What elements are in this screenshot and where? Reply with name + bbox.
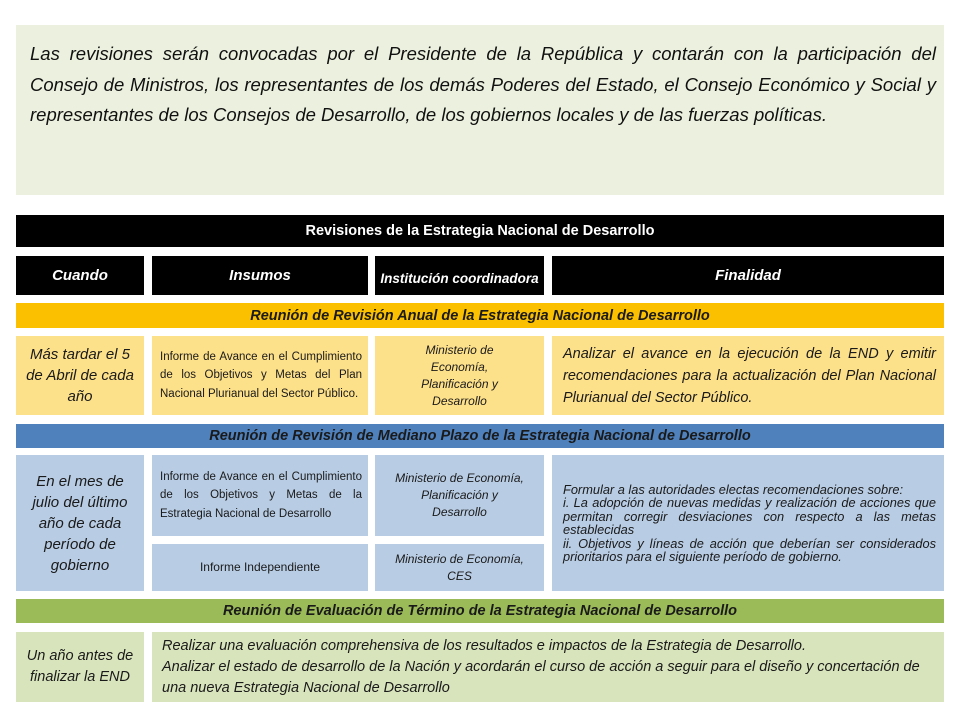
annual-cuando: Más tardar el 5 de Abril de cada año <box>16 336 144 415</box>
annual-institucion: Ministerio de Economía, Planificación y Desarrollo <box>375 336 544 415</box>
midterm-finalidad <box>552 455 944 591</box>
final-finalidad-line-2: Analizar el estado de desarrollo de la Nación y acordarán el curso de acción a seguir para el diseño y concertación de una nueva Estrategia Nacional de Desarrollo <box>162 658 920 696</box>
midterm-finalidad-item-ii: ii. Objetivos y líneas de acción que deberían ser considerados prioritarios para el siguiente período de gobierno. <box>563 535 936 564</box>
midterm-insumos-informe-independiente: Informe Independiente <box>152 544 368 591</box>
header-finalidad: Finalidad <box>552 256 944 295</box>
final-cuando: Un año antes de finalizar la END <box>16 632 144 702</box>
midterm-cuando: En el mes de julio del último año de cada período de gobierno <box>16 455 144 591</box>
section-final-title: Reunión de Evaluación de Término de la Estrategia Nacional de Desarrollo <box>16 599 944 623</box>
intro-paragraph: Las revisiones serán convocadas por el Presidente de la República y contarán con la participación del Consejo de Ministros, los representantes de los demás Poderes del Estado, el Consejo Económico y Social y representantes de los Consejos de Desarrollo, de los gobiernos locales y de las fuerzas políticas. <box>16 25 944 195</box>
final-finalidad <box>152 632 944 702</box>
section-annual-title: Reunión de Revisión Anual de la Estrategia Nacional de Desarrollo <box>16 303 944 328</box>
table-title: Revisiones de la Estrategia Nacional de Desarrollo <box>16 215 944 247</box>
midterm-institucion-mepyd: Ministerio de Economía, Planificación y Desarrollo <box>375 455 544 536</box>
header-insumos: Insumos <box>152 256 368 295</box>
header-cuando: Cuando <box>16 256 144 295</box>
final-finalidad-line-1: Realizar una evaluación comprehensiva de los resultados e impactos de la Estrategia de Desarrollo. <box>162 637 806 654</box>
header-institucion: Institución coordinadora <box>375 256 544 295</box>
annual-insumos: Informe de Avance en el Cumplimiento de los Objetivos y Metas del Plan Nacional Plurianual del Sector Público. <box>152 336 368 415</box>
midterm-finalidad-item-i: i. La adopción de nuevas medidas y realización de acciones que permitan corregir desviaciones con respecto a las metas establecidas <box>563 495 936 537</box>
midterm-institucion-ces: Ministerio de Economía, CES <box>375 544 544 591</box>
midterm-finalidad-intro: Formular a las autoridades electas recomendaciones sobre: <box>563 481 904 497</box>
annual-finalidad: Analizar el avance en la ejecución de la END y emitir recomendaciones para la actualización del Plan Nacional Plurianual del Sector Público. <box>552 336 944 415</box>
section-midterm-title: Reunión de Revisión de Mediano Plazo de la Estrategia Nacional de Desarrollo <box>16 424 944 448</box>
midterm-insumos-informe-avance: Informe de Avance en el Cumplimiento de los Objetivos y Metas de la Estrategia Nacional de Desarrollo <box>152 455 368 536</box>
